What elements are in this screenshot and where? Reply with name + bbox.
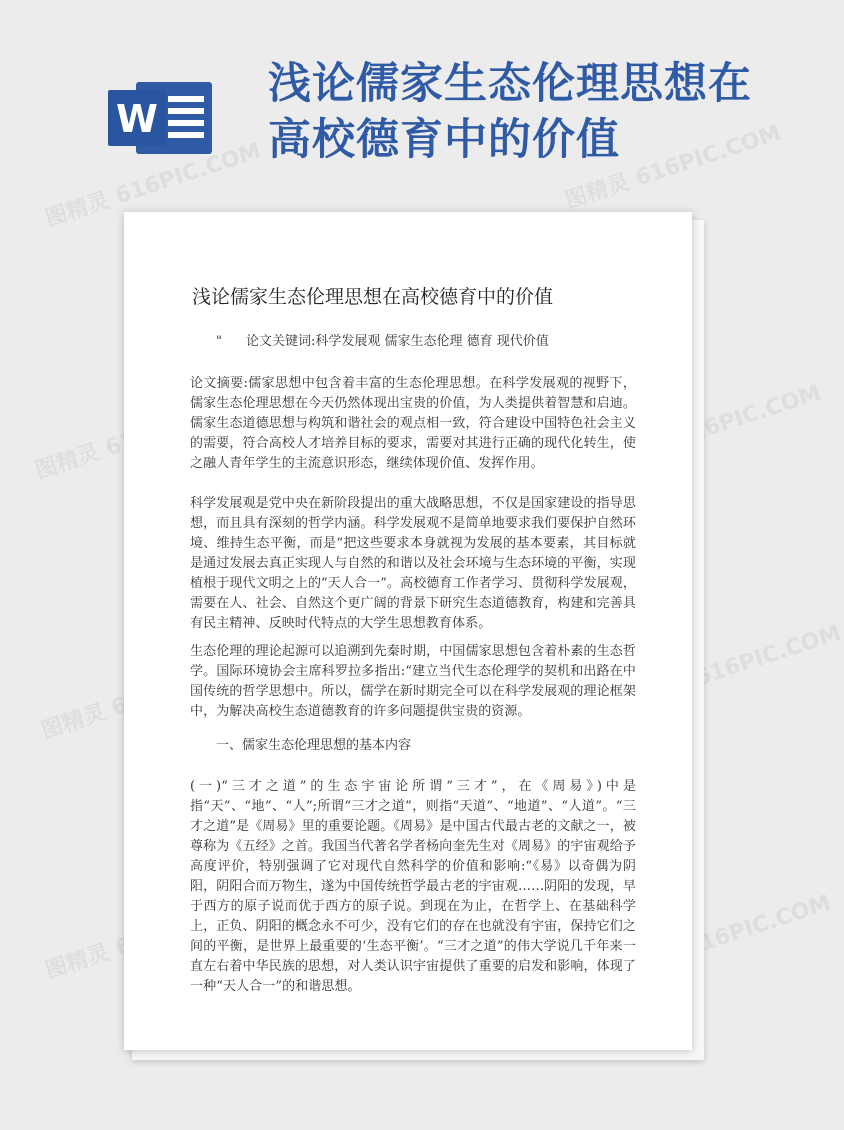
watermark: 图精灵 (42, 939, 113, 985)
svg-text:W: W (116, 97, 158, 141)
word-document-icon (108, 76, 214, 160)
document-page (124, 212, 692, 1050)
watermark: 图精灵 616PIC.COM (622, 620, 844, 715)
document-title: 浅论儒家生态伦理思想在高校德育中的价值 (192, 286, 554, 308)
keywords-line (216, 330, 549, 349)
section-heading: 一、儒家生态伦理思想的基本内容 (216, 738, 412, 753)
quote-mark: " (216, 334, 222, 349)
watermark: 图精灵 616PIC.COM (42, 138, 265, 233)
body-paragraph: 生态伦理的理论起源可以追溯到先秦时期，中国儒家思想包含着朴素的生态哲学。国际环境协会主席科罗拉多指出:“建立当代生态伦理学的契机和出路在中国传统的哲学思想中。所以，儒学在新时期完全可以在科学发展观的理论框架中，为解决高校生态道德教育的许多问题提供宝贵的资源。 (190, 644, 636, 719)
watermark: 图精灵 616PIC.COM (602, 380, 825, 475)
body-paragraph: (一)“三才之道”的生态宇宙论所谓“三才”，在《周易》)中是指“天”、“地”、“人”;所谓“三才之道”，则指“天道”、“地道”、“人道”。“三才之道”是《周易》里的重要论题。《周易》是中国古代最古老的文献之一，被尊称为《五经》之首。我国当代著名学者杨向奎先生对《周易》的宇宙观给予高度评价，特别强调了它对现代自然科学的价值和影响:“《易》以奇偶为阴阳，阴阳合而万物生，遂为中国传统哲学最古老的宇宙观……阴阳的发现，早于西方的原子说而优于西方的原子说。到现在为止，在哲学上、在基础科学上，正负、阴阳的概念永不可少，没有它们的存在也就没有宇宙，保持它们之间的平衡，是世界上最重要的‘生态平衡’。“三才之道”的伟大学说几千年来一直左右着中华民族的思想，对人类认识宇宙提供了重要的启发和影响，体现了一种“天人合一”的和谐思想。 (190, 779, 636, 994)
watermark: 图精灵 616PIC.COM (562, 120, 785, 215)
watermark: 图精灵 616PIC.COM (612, 890, 835, 985)
abstract-paragraph: 论文摘要:儒家思想中包含着丰富的生态伦理思想。在科学发展观的视野下，儒家生态伦理思想在今天仍然体现出宝贵的价值，为人类提供着智慧和启迪。儒家生态道德思想与构筑和谐社会的观点相一致，符合建设中国特色社会主义的需要，符合高校人才培养目标的要求，需要对其进行正确的现代化转生，使之融人青年学生的主流意识形态，继续体现价值、发挥作用。 (190, 376, 636, 471)
watermark: 图精灵 (38, 699, 109, 745)
body-paragraph: 科学发展观是党中央在新阶段提出的重大战略思想，不仅是国家建设的指导思想，而且具有深刻的哲学内涵。科学发展观不是简单地要求我们要保护自然环境、维持生态平衡，而是“把这些要求本身就视为发展的基本要素，其目标就是通过发展去真正实现人与自然的和谐以及社会环境与生态环境的平衡，实现植根于现代文明之上的“天人合一”。高校德育工作者学习、贯彻科学发展观，需要在人、社会、自然这个更广阔的背景下研究生态道德教育，构建和完善具有民主精神、反映时代特点的大学生思想教育体系。 (190, 496, 636, 631)
watermark: 图精灵 (32, 439, 103, 485)
keywords-text: 论文关键词:科学发展观 儒家生态伦理 德育 现代价值 (245, 334, 549, 349)
page-title: 浅论儒家生态伦理思想在高校德育中的价值 (268, 59, 752, 165)
